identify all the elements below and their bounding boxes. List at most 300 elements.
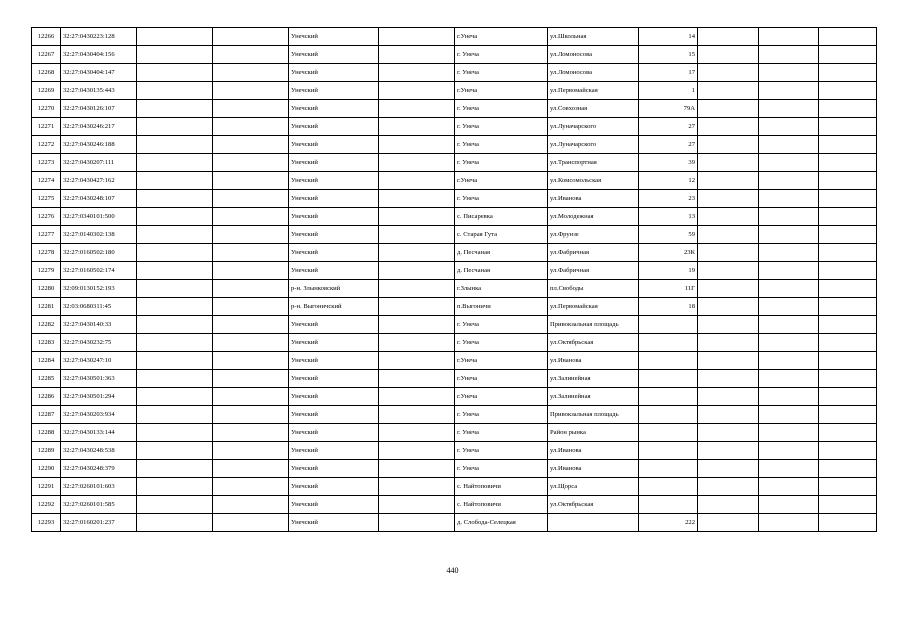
empty-cell bbox=[213, 190, 289, 208]
cadastral-number-cell: 32:27:0430404:147 bbox=[61, 64, 137, 82]
empty-cell bbox=[759, 82, 819, 100]
empty-cell bbox=[819, 244, 877, 262]
empty-cell bbox=[137, 226, 213, 244]
house-number-cell bbox=[639, 388, 698, 406]
row-number-cell: 12279 bbox=[32, 262, 61, 280]
locality-cell: г. Унеча bbox=[455, 190, 548, 208]
empty-cell bbox=[759, 460, 819, 478]
empty-cell bbox=[137, 118, 213, 136]
empty-cell bbox=[759, 442, 819, 460]
empty-cell bbox=[137, 514, 213, 532]
empty-cell bbox=[379, 478, 455, 496]
empty-cell bbox=[379, 442, 455, 460]
table-row bbox=[32, 442, 877, 460]
empty-cell bbox=[819, 424, 877, 442]
table-row bbox=[32, 226, 877, 244]
row-number-cell: 12269 bbox=[32, 82, 61, 100]
table-row bbox=[32, 316, 877, 334]
empty-cell bbox=[759, 370, 819, 388]
empty-cell bbox=[819, 46, 877, 64]
empty-cell bbox=[759, 478, 819, 496]
table-row bbox=[32, 172, 877, 190]
empty-cell bbox=[379, 100, 455, 118]
district-cell: Унечский bbox=[289, 82, 379, 100]
house-number-cell: 11Г bbox=[639, 280, 698, 298]
street-cell: ул.Иванова bbox=[548, 442, 639, 460]
empty-cell bbox=[213, 424, 289, 442]
row-number-cell: 12289 bbox=[32, 442, 61, 460]
empty-cell bbox=[379, 226, 455, 244]
empty-cell bbox=[379, 118, 455, 136]
empty-cell bbox=[819, 190, 877, 208]
empty-cell bbox=[379, 352, 455, 370]
district-cell: Унечский bbox=[289, 208, 379, 226]
empty-cell bbox=[137, 370, 213, 388]
table-row bbox=[32, 154, 877, 172]
locality-cell: с. Старая Гута bbox=[455, 226, 548, 244]
house-number-cell: 17 bbox=[639, 64, 698, 82]
row-number-cell: 12270 bbox=[32, 100, 61, 118]
empty-cell bbox=[698, 100, 759, 118]
house-number-cell bbox=[639, 316, 698, 334]
house-number-cell bbox=[639, 424, 698, 442]
empty-cell bbox=[698, 442, 759, 460]
empty-cell bbox=[759, 424, 819, 442]
empty-cell bbox=[759, 406, 819, 424]
empty-cell bbox=[213, 100, 289, 118]
empty-cell bbox=[698, 334, 759, 352]
empty-cell bbox=[213, 388, 289, 406]
empty-cell bbox=[137, 64, 213, 82]
house-number-cell: 222 bbox=[639, 514, 698, 532]
empty-cell bbox=[819, 370, 877, 388]
empty-cell bbox=[379, 298, 455, 316]
house-number-cell: 23 bbox=[639, 190, 698, 208]
row-number-cell: 12277 bbox=[32, 226, 61, 244]
house-number-cell bbox=[639, 352, 698, 370]
cadastral-number-cell: 32:27:0430501:294 bbox=[61, 388, 137, 406]
empty-cell bbox=[213, 154, 289, 172]
locality-cell: с. Найтоповичи bbox=[455, 496, 548, 514]
row-number-cell: 12288 bbox=[32, 424, 61, 442]
district-cell: Унечский bbox=[289, 460, 379, 478]
empty-cell bbox=[819, 460, 877, 478]
cadastral-number-cell: 32:27:0430427:162 bbox=[61, 172, 137, 190]
locality-cell: д. Песчаная bbox=[455, 244, 548, 262]
empty-cell bbox=[759, 136, 819, 154]
empty-cell bbox=[213, 172, 289, 190]
empty-cell bbox=[759, 352, 819, 370]
empty-cell bbox=[759, 226, 819, 244]
district-cell: Унечский bbox=[289, 370, 379, 388]
row-number-cell: 12292 bbox=[32, 496, 61, 514]
street-cell: ул.Фрунзе bbox=[548, 226, 639, 244]
empty-cell bbox=[819, 64, 877, 82]
table-row bbox=[32, 460, 877, 478]
empty-cell bbox=[379, 334, 455, 352]
empty-cell bbox=[819, 28, 877, 46]
row-number-cell: 12276 bbox=[32, 208, 61, 226]
cadastral-number-cell: 32:27:0430247:10 bbox=[61, 352, 137, 370]
empty-cell bbox=[213, 262, 289, 280]
empty-cell bbox=[137, 154, 213, 172]
empty-cell bbox=[819, 118, 877, 136]
street-cell: ул.Транспортная bbox=[548, 154, 639, 172]
empty-cell bbox=[379, 496, 455, 514]
empty-cell bbox=[137, 136, 213, 154]
table-row bbox=[32, 82, 877, 100]
empty-cell bbox=[819, 262, 877, 280]
empty-cell bbox=[137, 190, 213, 208]
house-number-cell: 18 bbox=[639, 298, 698, 316]
house-number-cell bbox=[639, 370, 698, 388]
district-cell: Унечский bbox=[289, 406, 379, 424]
house-number-cell: 39 bbox=[639, 154, 698, 172]
empty-cell bbox=[759, 172, 819, 190]
table-row bbox=[32, 370, 877, 388]
empty-cell bbox=[698, 460, 759, 478]
empty-cell bbox=[759, 100, 819, 118]
row-number-cell: 12287 bbox=[32, 406, 61, 424]
cadastral-number-cell: 32:27:0430246:188 bbox=[61, 136, 137, 154]
table-row bbox=[32, 46, 877, 64]
house-number-cell: 15 bbox=[639, 46, 698, 64]
empty-cell bbox=[819, 208, 877, 226]
locality-cell: г.Унеча bbox=[455, 172, 548, 190]
house-number-cell bbox=[639, 442, 698, 460]
district-cell: Унечский bbox=[289, 190, 379, 208]
empty-cell bbox=[759, 388, 819, 406]
table-row bbox=[32, 190, 877, 208]
street-cell: ул.Октябрьская bbox=[548, 334, 639, 352]
empty-cell bbox=[137, 82, 213, 100]
street-cell: ул.Луначарского bbox=[548, 118, 639, 136]
street-cell: ул.Молодежная bbox=[548, 208, 639, 226]
row-number-cell: 12275 bbox=[32, 190, 61, 208]
cadastral-number-cell: 32:27:0140302:138 bbox=[61, 226, 137, 244]
locality-cell: д. Слобода-Селецкая bbox=[455, 514, 548, 532]
district-cell: Унечский bbox=[289, 244, 379, 262]
district-cell: р-н. Злынковский bbox=[289, 280, 379, 298]
empty-cell bbox=[213, 298, 289, 316]
district-cell: Унечский bbox=[289, 64, 379, 82]
empty-cell bbox=[137, 388, 213, 406]
row-number-cell: 12281 bbox=[32, 298, 61, 316]
locality-cell: г. Унеча bbox=[455, 64, 548, 82]
locality-cell: д. Песчаная bbox=[455, 262, 548, 280]
street-cell: ул.Залинейная bbox=[548, 370, 639, 388]
street-cell: ул.Первомайская bbox=[548, 82, 639, 100]
table-row bbox=[32, 136, 877, 154]
table-row bbox=[32, 280, 877, 298]
empty-cell bbox=[759, 280, 819, 298]
empty-cell bbox=[759, 262, 819, 280]
empty-cell bbox=[379, 244, 455, 262]
empty-cell bbox=[213, 370, 289, 388]
street-cell: ул.Октябрьская bbox=[548, 496, 639, 514]
locality-cell: г. Унеча bbox=[455, 442, 548, 460]
empty-cell bbox=[698, 370, 759, 388]
cadastral-number-cell: 32:27:0430404:156 bbox=[61, 46, 137, 64]
row-number-cell: 12282 bbox=[32, 316, 61, 334]
empty-cell bbox=[698, 388, 759, 406]
locality-cell: г. Унеча bbox=[455, 406, 548, 424]
empty-cell bbox=[819, 82, 877, 100]
empty-cell bbox=[819, 514, 877, 532]
empty-cell bbox=[213, 316, 289, 334]
table-row bbox=[32, 244, 877, 262]
empty-cell bbox=[379, 46, 455, 64]
empty-cell bbox=[819, 136, 877, 154]
register-table-body bbox=[32, 28, 877, 532]
district-cell: Унечский bbox=[289, 424, 379, 442]
empty-cell bbox=[819, 478, 877, 496]
row-number-cell: 12290 bbox=[32, 460, 61, 478]
empty-cell bbox=[759, 190, 819, 208]
empty-cell bbox=[698, 406, 759, 424]
empty-cell bbox=[698, 46, 759, 64]
empty-cell bbox=[698, 262, 759, 280]
house-number-cell bbox=[639, 334, 698, 352]
empty-cell bbox=[137, 424, 213, 442]
empty-cell bbox=[698, 208, 759, 226]
empty-cell bbox=[759, 244, 819, 262]
cadastral-number-cell: 32:27:0160201:237 bbox=[61, 514, 137, 532]
row-number-cell: 12273 bbox=[32, 154, 61, 172]
street-cell: ул.Совхозная bbox=[548, 100, 639, 118]
empty-cell bbox=[819, 388, 877, 406]
district-cell: Унечский bbox=[289, 388, 379, 406]
district-cell: Унечский bbox=[289, 478, 379, 496]
empty-cell bbox=[213, 406, 289, 424]
cadastral-number-cell: 32:27:0260101:585 bbox=[61, 496, 137, 514]
cadastral-number-cell: 32:27:0430207:111 bbox=[61, 154, 137, 172]
cadastral-number-cell: 32:09:0130152:193 bbox=[61, 280, 137, 298]
table-row bbox=[32, 496, 877, 514]
empty-cell bbox=[137, 334, 213, 352]
empty-cell bbox=[698, 118, 759, 136]
empty-cell bbox=[213, 28, 289, 46]
street-cell: ул.Школьная bbox=[548, 28, 639, 46]
empty-cell bbox=[698, 244, 759, 262]
empty-cell bbox=[137, 100, 213, 118]
empty-cell bbox=[698, 514, 759, 532]
house-number-cell bbox=[639, 406, 698, 424]
street-cell: пл.Свободы bbox=[548, 280, 639, 298]
row-number-cell: 12274 bbox=[32, 172, 61, 190]
empty-cell bbox=[698, 172, 759, 190]
empty-cell bbox=[137, 46, 213, 64]
empty-cell bbox=[213, 280, 289, 298]
empty-cell bbox=[379, 82, 455, 100]
empty-cell bbox=[213, 514, 289, 532]
row-number-cell: 12271 bbox=[32, 118, 61, 136]
district-cell: Унечский bbox=[289, 118, 379, 136]
house-number-cell: 23К bbox=[639, 244, 698, 262]
locality-cell: г. Унеча bbox=[455, 100, 548, 118]
locality-cell: г.Унеча bbox=[455, 370, 548, 388]
empty-cell bbox=[759, 118, 819, 136]
district-cell: Унечский bbox=[289, 226, 379, 244]
locality-cell: г. Унеча bbox=[455, 424, 548, 442]
locality-cell: г.Унеча bbox=[455, 82, 548, 100]
cadastral-number-cell: 32:27:0160502:180 bbox=[61, 244, 137, 262]
empty-cell bbox=[379, 136, 455, 154]
locality-cell: г. Унеча bbox=[455, 316, 548, 334]
street-cell: ул.Иванова bbox=[548, 352, 639, 370]
street-cell: Привокзальная площадь bbox=[548, 406, 639, 424]
table-row bbox=[32, 388, 877, 406]
empty-cell bbox=[698, 28, 759, 46]
cadastral-number-cell: 32:27:0430223:128 bbox=[61, 28, 137, 46]
empty-cell bbox=[213, 352, 289, 370]
empty-cell bbox=[759, 298, 819, 316]
cadastral-number-cell: 32:27:0430232:75 bbox=[61, 334, 137, 352]
cadastral-number-cell: 32:27:0430140:33 bbox=[61, 316, 137, 334]
table-row bbox=[32, 208, 877, 226]
empty-cell bbox=[379, 64, 455, 82]
table-row bbox=[32, 100, 877, 118]
locality-cell: п.Выгоничи bbox=[455, 298, 548, 316]
empty-cell bbox=[698, 496, 759, 514]
house-number-cell: 79А bbox=[639, 100, 698, 118]
empty-cell bbox=[213, 46, 289, 64]
house-number-cell: 27 bbox=[639, 136, 698, 154]
empty-cell bbox=[213, 478, 289, 496]
cadastral-number-cell: 32:27:0430248:379 bbox=[61, 460, 137, 478]
empty-cell bbox=[759, 334, 819, 352]
empty-cell bbox=[379, 424, 455, 442]
cadastral-number-cell: 32:27:0340101:500 bbox=[61, 208, 137, 226]
empty-cell bbox=[379, 406, 455, 424]
street-cell: ул.Первомайская bbox=[548, 298, 639, 316]
cadastral-number-cell: 32:27:0430246:217 bbox=[61, 118, 137, 136]
empty-cell bbox=[137, 442, 213, 460]
street-cell: ул.Ломоносова bbox=[548, 64, 639, 82]
empty-cell bbox=[698, 82, 759, 100]
empty-cell bbox=[698, 424, 759, 442]
empty-cell bbox=[137, 496, 213, 514]
district-cell: Унечский bbox=[289, 442, 379, 460]
house-number-cell: 12 bbox=[639, 172, 698, 190]
street-cell: ул.Щорса bbox=[548, 478, 639, 496]
empty-cell bbox=[819, 442, 877, 460]
house-number-cell bbox=[639, 460, 698, 478]
empty-cell bbox=[213, 496, 289, 514]
district-cell: Унечский bbox=[289, 496, 379, 514]
row-number-cell: 12283 bbox=[32, 334, 61, 352]
empty-cell bbox=[137, 262, 213, 280]
street-cell: ул.Фабричная bbox=[548, 262, 639, 280]
empty-cell bbox=[379, 370, 455, 388]
empty-cell bbox=[379, 208, 455, 226]
empty-cell bbox=[698, 316, 759, 334]
cadastral-number-cell: 32:27:0160502:174 bbox=[61, 262, 137, 280]
house-number-cell: 13 bbox=[639, 208, 698, 226]
empty-cell bbox=[379, 28, 455, 46]
row-number-cell: 12280 bbox=[32, 280, 61, 298]
empty-cell bbox=[137, 208, 213, 226]
empty-cell bbox=[698, 190, 759, 208]
house-number-cell: 59 bbox=[639, 226, 698, 244]
row-number-cell: 12284 bbox=[32, 352, 61, 370]
district-cell: Унечский bbox=[289, 172, 379, 190]
house-number-cell: 14 bbox=[639, 28, 698, 46]
empty-cell bbox=[819, 172, 877, 190]
street-cell bbox=[548, 514, 639, 532]
row-number-cell: 12293 bbox=[32, 514, 61, 532]
locality-cell: г. Унеча bbox=[455, 136, 548, 154]
empty-cell bbox=[759, 46, 819, 64]
empty-cell bbox=[379, 172, 455, 190]
district-cell: Унечский bbox=[289, 100, 379, 118]
street-cell: ул.Залинейная bbox=[548, 388, 639, 406]
empty-cell bbox=[379, 514, 455, 532]
empty-cell bbox=[698, 154, 759, 172]
cadastral-number-cell: 32:27:0430248:107 bbox=[61, 190, 137, 208]
empty-cell bbox=[819, 334, 877, 352]
cadastral-number-cell: 32:27:0430133:144 bbox=[61, 424, 137, 442]
locality-cell: г.Унеча bbox=[455, 352, 548, 370]
district-cell: Унечский bbox=[289, 28, 379, 46]
district-cell: Унечский bbox=[289, 136, 379, 154]
row-number-cell: 12266 bbox=[32, 28, 61, 46]
locality-cell: г. Унеча bbox=[455, 334, 548, 352]
register-table bbox=[31, 27, 877, 532]
empty-cell bbox=[698, 298, 759, 316]
row-number-cell: 12285 bbox=[32, 370, 61, 388]
empty-cell bbox=[213, 226, 289, 244]
table-row bbox=[32, 478, 877, 496]
empty-cell bbox=[137, 172, 213, 190]
district-cell: Унечский bbox=[289, 46, 379, 64]
table-row bbox=[32, 262, 877, 280]
street-cell: ул.Иванова bbox=[548, 460, 639, 478]
empty-cell bbox=[379, 262, 455, 280]
table-row bbox=[32, 424, 877, 442]
empty-cell bbox=[379, 388, 455, 406]
empty-cell bbox=[698, 280, 759, 298]
house-number-cell bbox=[639, 478, 698, 496]
street-cell: ул.Ломоносова bbox=[548, 46, 639, 64]
empty-cell bbox=[819, 352, 877, 370]
street-cell: ул.Фабричная bbox=[548, 244, 639, 262]
empty-cell bbox=[379, 280, 455, 298]
row-number-cell: 12268 bbox=[32, 64, 61, 82]
empty-cell bbox=[379, 154, 455, 172]
house-number-cell: 27 bbox=[639, 118, 698, 136]
empty-cell bbox=[379, 460, 455, 478]
district-cell: Унечский bbox=[289, 262, 379, 280]
empty-cell bbox=[213, 334, 289, 352]
empty-cell bbox=[819, 154, 877, 172]
cadastral-number-cell: 32:27:0430501:363 bbox=[61, 370, 137, 388]
locality-cell: с. Писаревка bbox=[455, 208, 548, 226]
house-number-cell: 19 bbox=[639, 262, 698, 280]
empty-cell bbox=[759, 64, 819, 82]
house-number-cell: 1 bbox=[639, 82, 698, 100]
row-number-cell: 12272 bbox=[32, 136, 61, 154]
locality-cell: г.Унеча bbox=[455, 28, 548, 46]
cadastral-number-cell: 32:27:0430203:934 bbox=[61, 406, 137, 424]
row-number-cell: 12267 bbox=[32, 46, 61, 64]
cadastral-number-cell: 32:27:0260101:603 bbox=[61, 478, 137, 496]
locality-cell: г.Унеча bbox=[455, 388, 548, 406]
locality-cell: г.Злынка bbox=[455, 280, 548, 298]
empty-cell bbox=[819, 298, 877, 316]
empty-cell bbox=[379, 190, 455, 208]
cadastral-number-cell: 32:27:0430135:443 bbox=[61, 82, 137, 100]
